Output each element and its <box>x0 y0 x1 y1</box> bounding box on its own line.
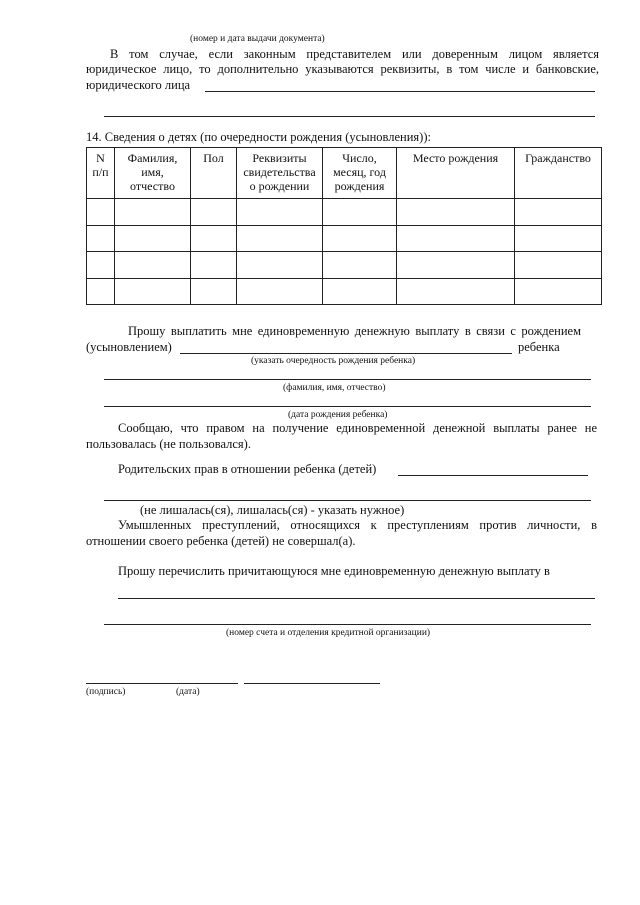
col-certificate: Реквизиты свидетельства о рождении <box>237 148 323 199</box>
table-row <box>87 199 602 226</box>
representative-paragraph-line3: юридического лица <box>86 78 191 92</box>
notice-line2: пользовалась (не пользовался). <box>86 437 251 451</box>
col-birthdate: Число, месяц, год рождения <box>323 148 397 199</box>
children-table <box>86 147 602 305</box>
col-citizenship: Гражданство <box>515 148 602 199</box>
child-fullname-caption: (фамилия, имя, отчество) <box>283 383 386 393</box>
bank-branch-field[interactable] <box>104 624 591 625</box>
signature-caption: (подпись) <box>86 687 126 697</box>
child-birthdate-field[interactable] <box>104 406 591 407</box>
legal-entity-details-field-2[interactable] <box>104 116 595 117</box>
representative-paragraph-line2: юридическое лицо, то дополнительно указываются реквизиты, в том числе и банковские, <box>86 62 599 76</box>
children-table-header <box>87 148 602 199</box>
date-field[interactable] <box>244 683 380 684</box>
parental-rights-field[interactable] <box>398 475 588 476</box>
table-row <box>87 278 602 305</box>
representative-paragraph-line1: В том случае, если законным представителем или доверенным лицом является <box>110 47 599 61</box>
birth-order-field[interactable] <box>180 353 512 354</box>
crimes-line2: отношении своего ребенка (детей) не совершал(а). <box>86 534 356 548</box>
document-number-caption: (номер и дата выдачи документа) <box>190 34 325 44</box>
payment-request-line1: Прошу выплатить мне единовременную денежную выплату в связи с рождением <box>128 324 581 338</box>
payment-request-line2-end: ребенка <box>518 340 560 354</box>
birth-order-caption: (указать очередность рождения ребенка) <box>251 356 416 366</box>
col-birthplace: Место рождения <box>397 148 515 199</box>
signature-field[interactable] <box>86 683 238 684</box>
deprived-caption: (не лишалась(ся), лишалась(ся) - указать нужное) <box>140 503 405 517</box>
col-fullname: Фамилия, имя, отчество <box>115 148 191 199</box>
child-birthdate-caption: (дата рождения ребенка) <box>288 410 388 420</box>
parental-rights-label: Родительских прав в отношении ребенка (детей) <box>118 462 377 476</box>
date-caption: (дата) <box>176 687 200 697</box>
table-row <box>87 252 602 279</box>
notice-line1: Сообщаю, что правом на получение единовременной денежной выплаты ранее не <box>118 421 597 435</box>
col-number: N п/п <box>87 148 115 199</box>
payment-request-line2-start: (усыновлением) <box>86 340 172 354</box>
parental-rights-field-2[interactable] <box>104 500 591 501</box>
section-14-title: 14. Сведения о детях (по очередности рождения (усыновления)): <box>86 130 431 144</box>
table-row <box>87 225 602 252</box>
bank-account-field[interactable] <box>118 598 595 599</box>
legal-entity-details-field[interactable] <box>205 91 595 92</box>
child-fullname-field[interactable] <box>104 379 591 380</box>
col-sex: Пол <box>191 148 237 199</box>
crimes-line1: Умышленных преступлений, относящихся к преступлениям против личности, в <box>118 518 597 532</box>
bank-account-caption: (номер счета и отделения кредитной организации) <box>226 628 431 638</box>
transfer-request: Прошу перечислить причитающуюся мне единовременную денежную выплату в <box>118 564 550 578</box>
